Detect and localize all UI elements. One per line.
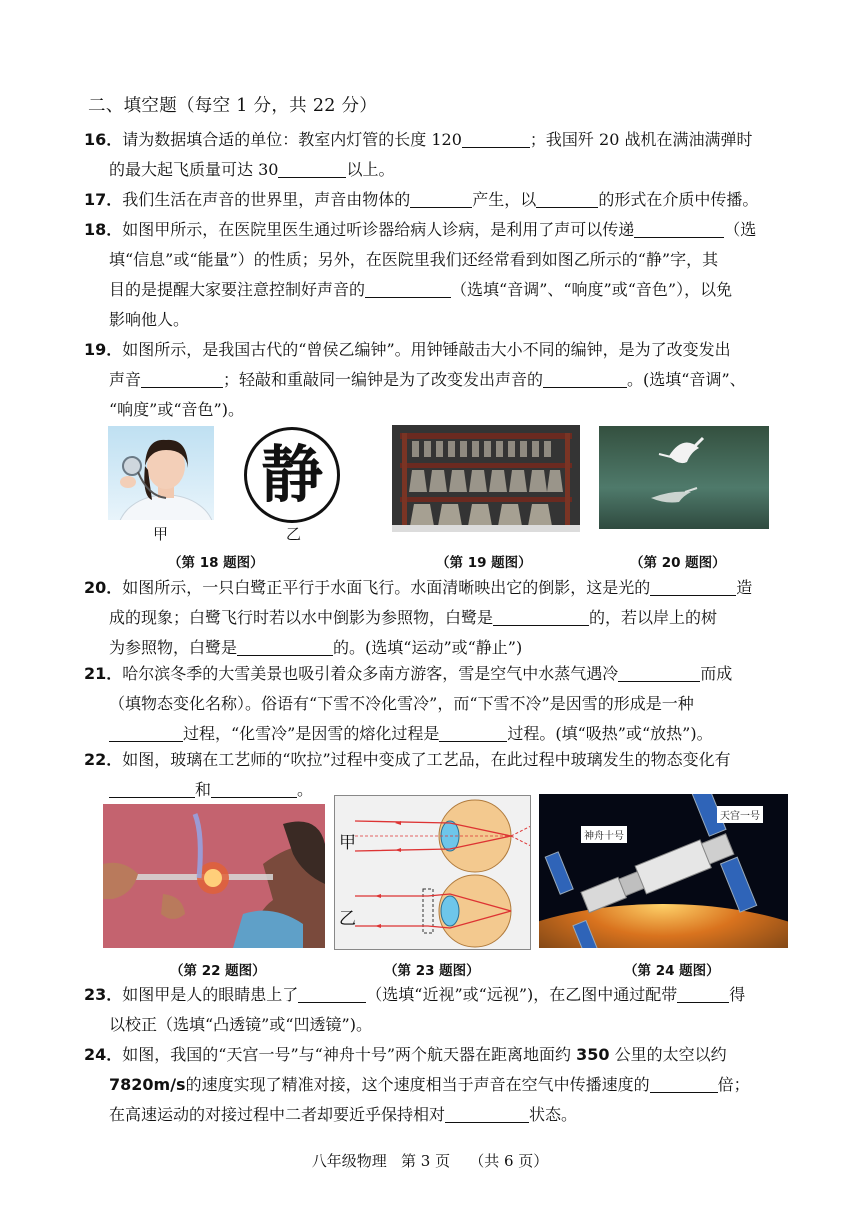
- spacecraft-photo: [539, 794, 788, 948]
- caption-fig-18: （第 18 题图）: [168, 555, 264, 571]
- doctor-photo: [108, 426, 214, 520]
- blank[interactable]: [493, 607, 589, 626]
- blank[interactable]: [141, 369, 223, 388]
- doctor-stethoscope-image: [108, 426, 214, 520]
- blank[interactable]: [618, 663, 700, 682]
- blank[interactable]: [677, 984, 729, 1003]
- blank[interactable]: [650, 577, 736, 596]
- glassblower-image: [103, 804, 325, 948]
- blank[interactable]: [536, 189, 598, 208]
- page-footer: 八年级物理 第 3 页 （共 6 页）: [311, 1152, 549, 1170]
- caption-fig-20: （第 20 题图）: [630, 555, 726, 571]
- blank[interactable]: [211, 779, 297, 798]
- label-yi: 乙: [286, 525, 302, 543]
- blank[interactable]: [462, 129, 530, 148]
- caption-fig-23: （第 23 题图）: [384, 963, 480, 979]
- egret-photo: [599, 426, 769, 529]
- blank[interactable]: [298, 984, 366, 1003]
- question-17: 17．我们生活在声音的世界里，声音由物体的 产生，以 的形式在介质中传播。: [84, 190, 759, 209]
- blank[interactable]: [365, 279, 451, 298]
- question-22: 22．如图，玻璃在工艺师的“吹拉”过程中变成了工艺品，在此过程中玻璃发生的物态变化有 和 。: [84, 750, 731, 799]
- question-number: 16: [84, 130, 107, 149]
- label-jia: 甲: [153, 525, 169, 543]
- blank[interactable]: [439, 723, 507, 742]
- jing-sign: [244, 427, 340, 523]
- label-yi: 乙: [339, 909, 356, 929]
- question-19: 19．如图所示，是我国古代的“曾侯乙编钟”。用钟锤敲击大小不同的编钟，是为了改变发出 声音 ；轻敲和重敲同一编钟是为了改变发出声音的 。(选填“音调”、 “响度”或“音色”)。: [84, 340, 746, 419]
- question-20: 20．如图所示，一只白鹭正平行于水面飞行。水面清晰映出它的倒影，这是光的 造 成的现象；白鹭飞行时若以水中倒影为参照物，白鹭是 的，若以岸上的树 为参照物，白鹭是 的。(选填“运动”或“静止”): [84, 578, 753, 657]
- blank[interactable]: [634, 219, 724, 238]
- shenzhou-label: 神舟十号: [581, 826, 627, 843]
- jing-character: 静: [260, 438, 323, 511]
- blank[interactable]: [445, 1104, 529, 1123]
- blank[interactable]: [650, 1074, 718, 1093]
- blank[interactable]: [109, 723, 183, 742]
- glassblowing-photo: [103, 804, 325, 948]
- question-23: 23．如图甲是人的眼睛患上了 （选填“近视”或“远视”)，在乙图中通过配带 得 以校正（选填“凸透镜”或“凹透镜”)。: [84, 985, 746, 1034]
- question-18: 18．如图甲所示，在医院里医生通过听诊器给病人诊病，是利用了声可以传递 （选 填“信息”或“能量”）的性质；另外，在医院里我们还经常看到如图乙所示的“静”字，其 目的是提醒大家要注意控制好声音的 （选填“音调”、“响度”或“音色”），以免 影响他人。: [84, 220, 757, 329]
- blank[interactable]: [237, 637, 333, 656]
- bianzhong-photo: [392, 425, 580, 532]
- blank[interactable]: [543, 369, 627, 388]
- question-24: 24．如图，我国的“天宫一号”与“神舟十号”两个航天器在距离地面约 350 公里的太空以约 7820m/s的速度实现了精准对接，这个速度相当于声音在空气中传播速度的 倍； 在高速运动的对接过程中二者却要近乎保持相对 状态。: [84, 1045, 750, 1124]
- caption-fig-24: （第 24 题图）: [624, 963, 720, 979]
- caption-fig-19: （第 19 题图）: [436, 555, 532, 571]
- section-heading: 二、填空题（每空 1 分，共 22 分）: [88, 96, 378, 116]
- bells-image: [392, 425, 580, 532]
- blank[interactable]: [410, 189, 472, 208]
- label-jia: 甲: [339, 833, 356, 853]
- caption-fig-22: （第 22 题图）: [170, 963, 266, 979]
- egret-reflection-image: [599, 426, 769, 529]
- eye-diagram: [334, 795, 531, 950]
- blank[interactable]: [109, 779, 195, 798]
- eye-lens-diagram: [335, 796, 531, 950]
- question-16: 16．请为数据填合适的单位：教室内灯管的长度 120 ；我国歼 20 战机在满油满弹时 的最大起飞质量可达 30 以上。: [84, 130, 753, 179]
- question-21: 21．哈尔滨冬季的大雪美景也吸引着众多南方游客，雪是空气中水蒸气遇冷 而成 （填物态变化名称）。俗语有“下雪不冷化雪冷”，而“下雪不冷”是因雪的形成是一种 过程，“化雪冷”是因雪的熔化过程是 过程。(填“吸热”或“放热”)。: [84, 664, 733, 743]
- tiangong-label: 天宫一号: [717, 806, 763, 823]
- blank[interactable]: [278, 159, 346, 178]
